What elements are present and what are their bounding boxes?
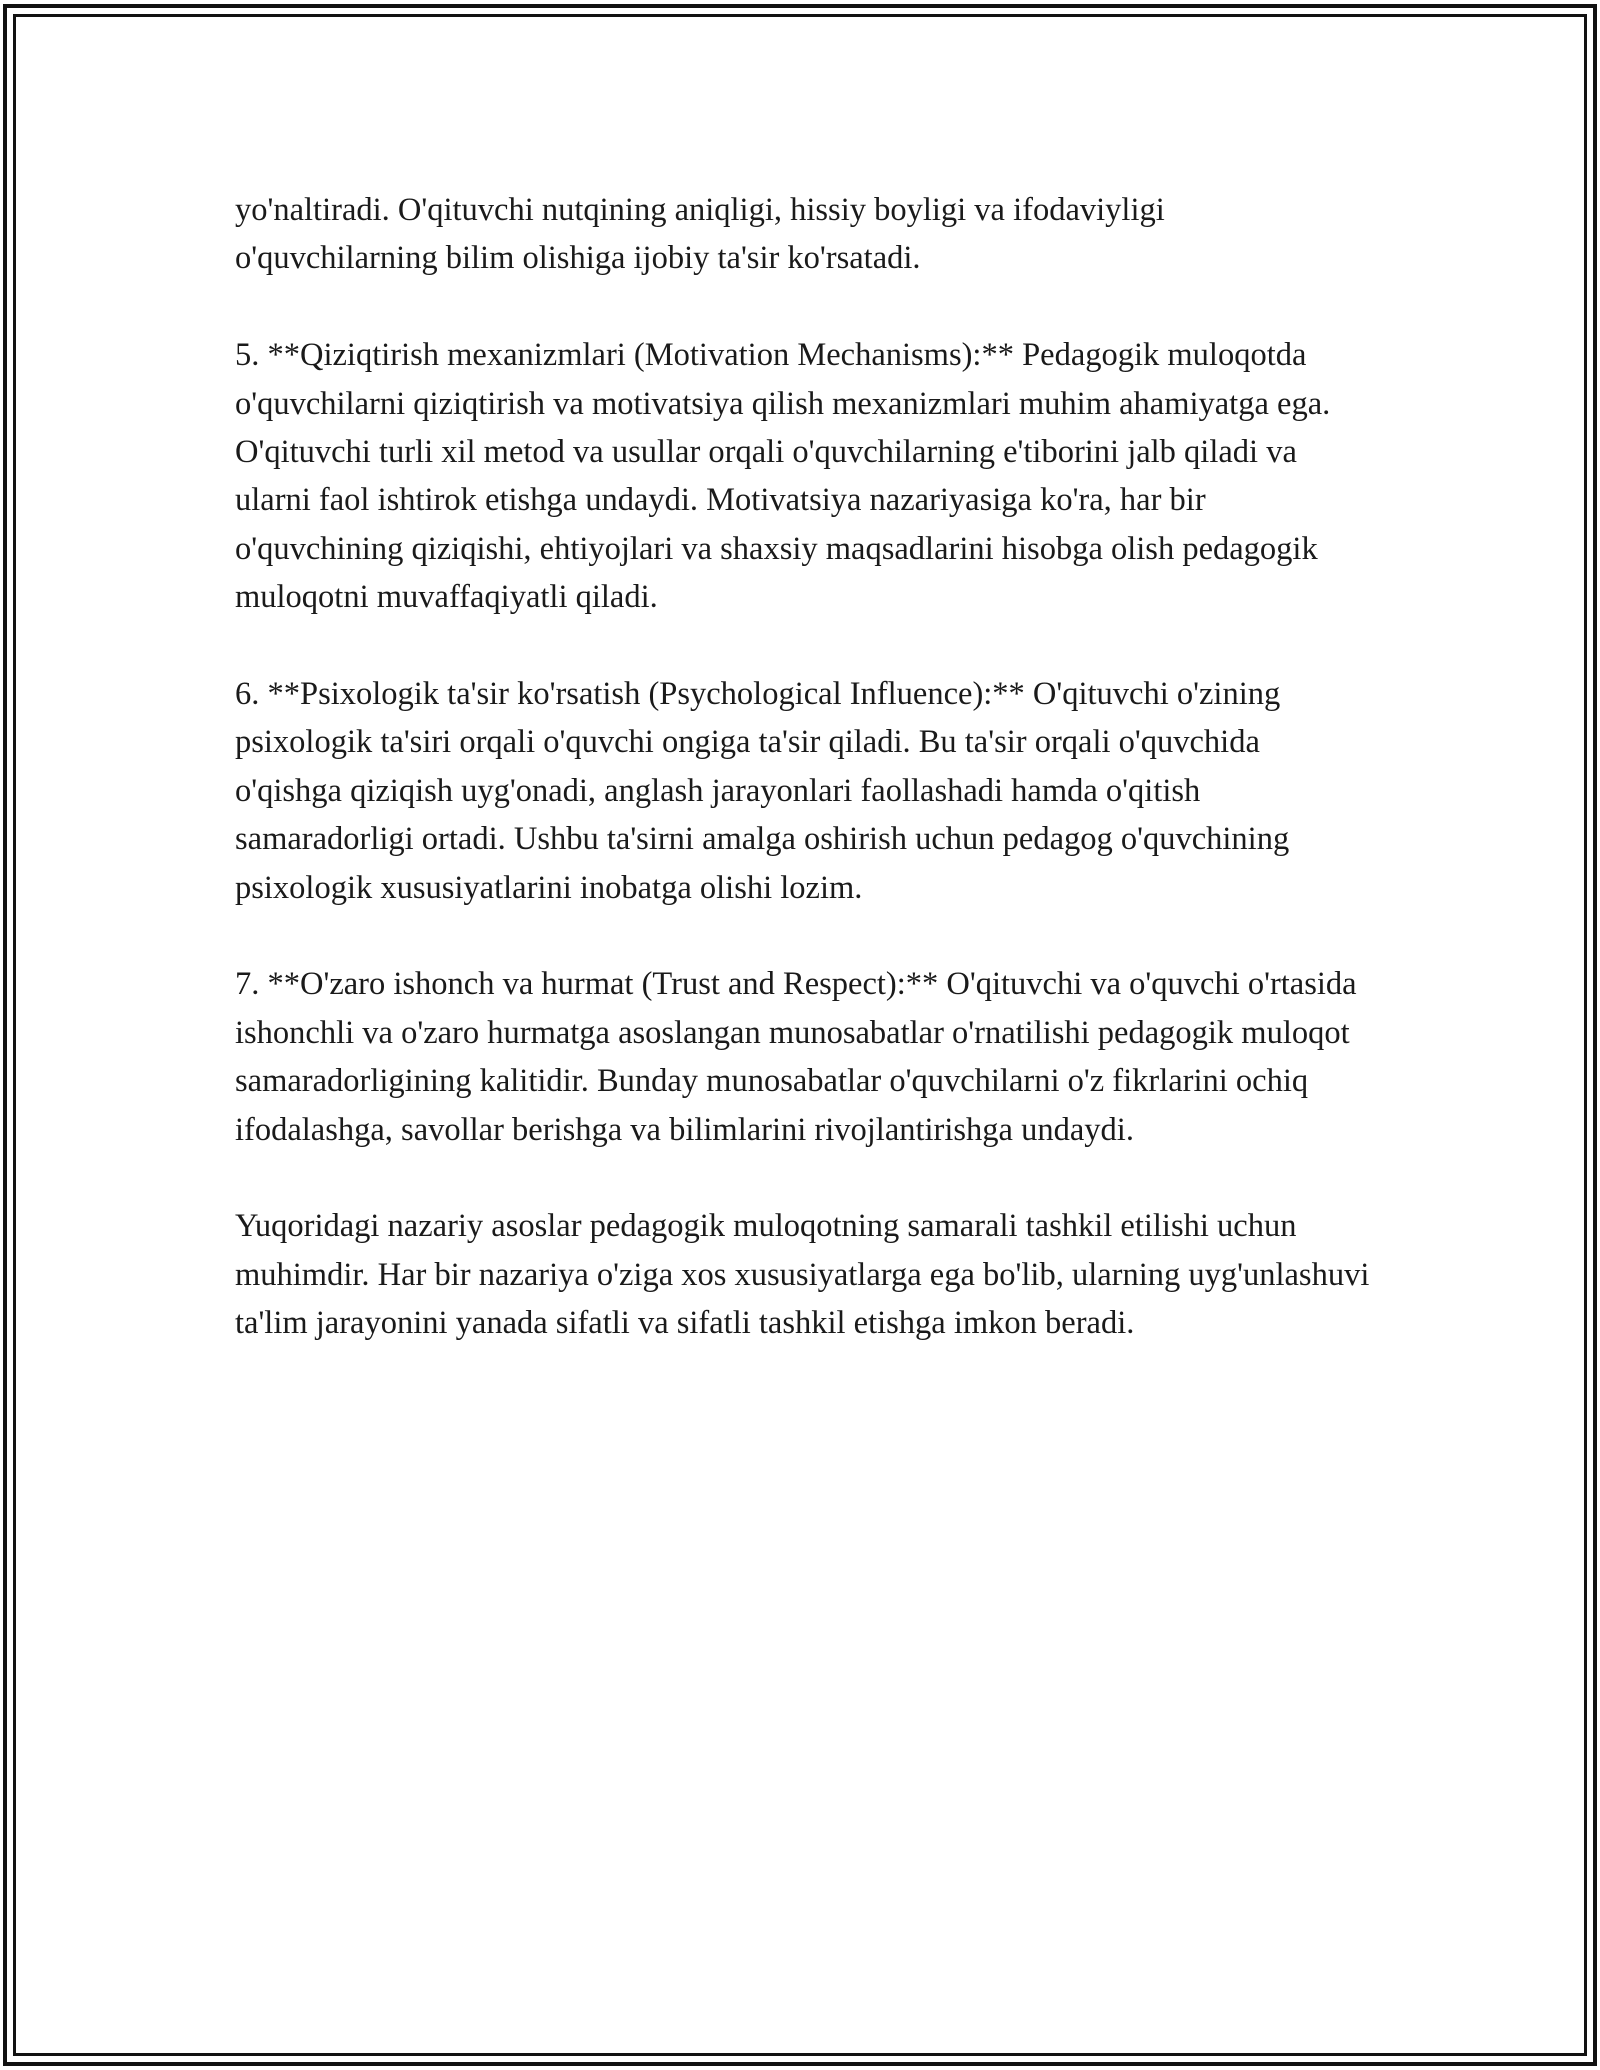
paragraph-conclusion: Yuqoridagi nazariy asoslar pedagogik muloqotning samarali tashkil etilishi uchun muhimdir. Har bir nazariya o'ziga xos xususiyatlarga ega bo'lib, ularning uyg'unlashuvi ta'lim jarayonini yanada sifatli va sifatli tashkil etishga imkon beradi.	[235, 1208, 1370, 1342]
paragraph-psychological-influence: 6. **Psixologik ta'sir ko'rsatish (Psychological Influence):** O'qituvchi o'zining psixologik ta'siri orqali o'quvchi ongiga ta'sir qiladi. Bu ta'sir orqali o'quvchida o'qishga qiziqish uyg'onadi, anglash jarayonlari faollashadi hamda o'qitish samaradorligi ortadi. Ushbu ta'sirni amalga oshirish uchun pedagog o'quvchining psixologik xususiyatlarini inobatga olishi lozim.	[235, 676, 1290, 906]
paragraph-motivation-mechanisms: 5. **Qiziqtirish mexanizmlari (Motivation Mechanisms):** Pedagogik muloqotda o'quvchilarni qiziqtirish va motivatsiya qilish mexanizmlari muhim ahamiyatga ega. O'qituvchi turli xil metod va usullar orqali o'quvchilarning e'tiborini jalb qiladi va ularni faol ishtirok etishga undaydi. Motivatsiya nazariyasiga ko'ra, har bir o'quvchining qiziqishi, ehtiyojlari va shaxsiy maqsadlarini hisobga olish pedagogik muloqotni muvaffaqiyatli qiladi.	[235, 337, 1331, 616]
document-body	[235, 186, 1370, 1348]
paragraph-continuation: yo'naltiradi. O'qituvchi nutqining aniqligi, hissiy boyligi va ifodaviyligi o'quvchilarning bilim olishiga ijobiy ta'sir ko'rsatadi.	[235, 192, 1165, 277]
paragraph-trust-and-respect: 7. **O'zaro ishonch va hurmat (Trust and Respect):** O'qituvchi va o'quvchi o'rtasida ishonchli va o'zaro hurmatga asoslangan munosabatlar o'rnatilishi pedagogik muloqot samaradorligining kalitidir. Bunday munosabatlar o'quvchilarni o'z fikrlarini ochiq ifodalashga, savollar berishga va bilimlarini rivojlantirishga undaydi.	[235, 966, 1357, 1148]
